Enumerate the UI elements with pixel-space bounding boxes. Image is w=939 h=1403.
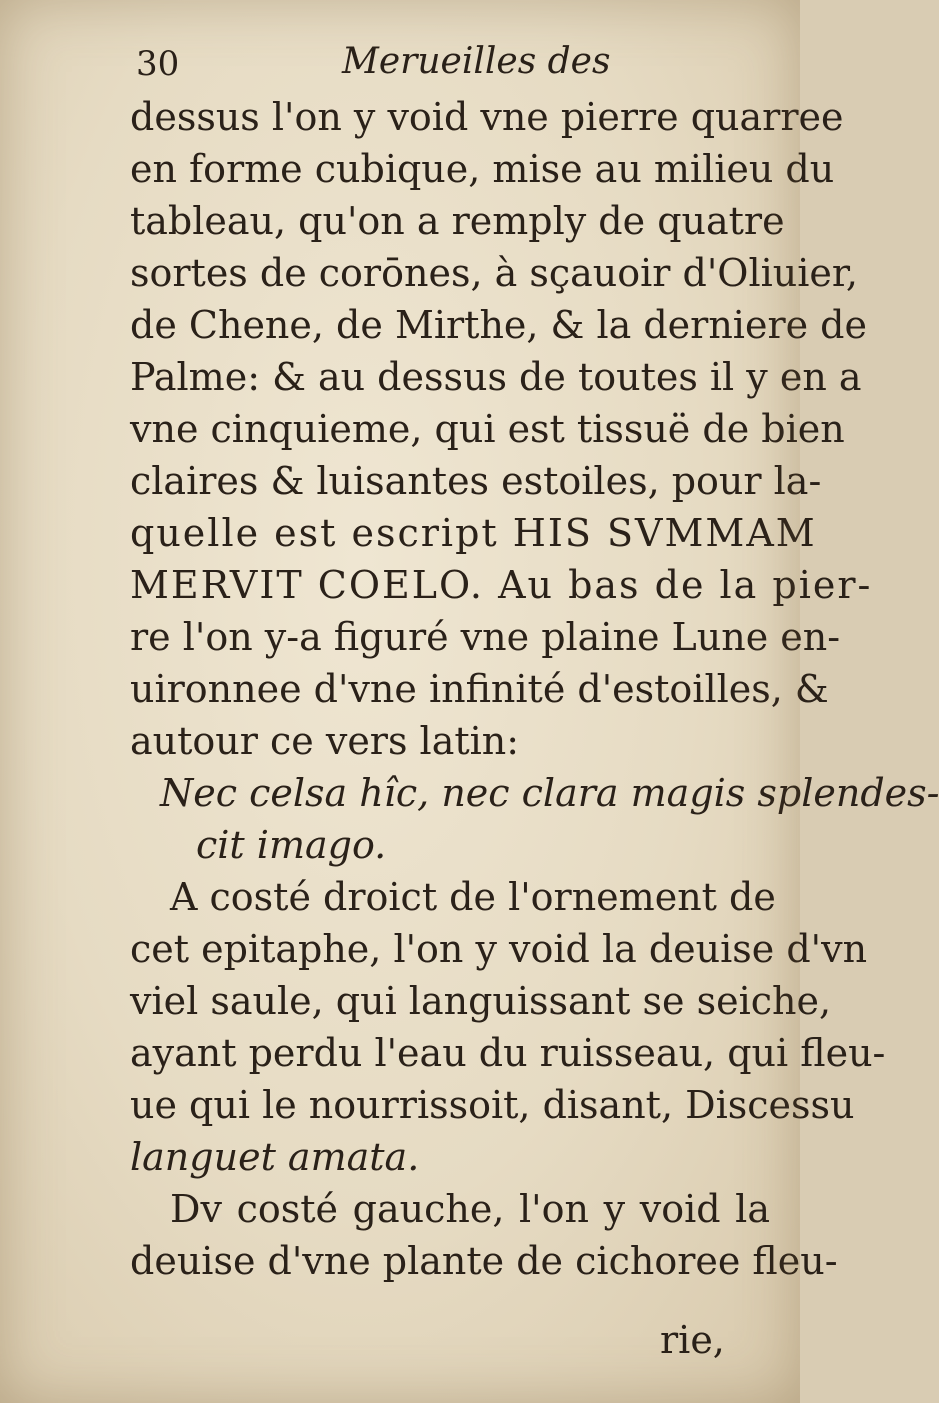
text-line: autour ce vers latin: (130, 719, 520, 763)
text-line: de Chene, de Mirthe, & la derniere de (130, 303, 867, 347)
text-line: deuise d'vne plante de cichoree fleu- (130, 1239, 838, 1283)
text-line: languet amata. (130, 1135, 420, 1179)
text-line: uironnee d'vne infinité d'estoilles, & (130, 667, 829, 711)
text-line: MERVIT COELO. Au bas de la pier- (130, 563, 873, 607)
text-line: viel saule, qui languissant se seiche, (130, 979, 832, 1023)
verse-line: cit imago. (196, 823, 387, 867)
catchword: rie, (660, 1318, 725, 1362)
text-line: claires & luisantes estoiles, pour la- (130, 459, 822, 503)
text-line: tableau, qu'on a remply de quatre (130, 199, 785, 243)
text-line: cet epitaphe, l'on y void la deuise d'vn (130, 927, 868, 971)
text-line: Dv costé gauche, l'on y void la (170, 1187, 770, 1231)
verse-line: Nec celsa hîc, nec clara magis splendes- (160, 771, 939, 815)
text-line: vne cinquieme, qui est tissuë de bien (130, 407, 845, 451)
text-line: ue qui le nourrissoit, disant, Discessu (130, 1083, 855, 1127)
running-head: Merueilles des (342, 41, 611, 82)
text-line: A costé droict de l'ornement de (170, 875, 776, 919)
text-line: Palme: & au dessus de toutes il y en a (130, 355, 862, 399)
text-line: dessus l'on y void vne pierre quarree (130, 95, 844, 139)
text-line: ayant perdu l'eau du ruisseau, qui fleu- (130, 1031, 886, 1075)
text-line: en forme cubique, mise au milieu du (130, 147, 835, 191)
text-line: re l'on y-a figuré vne plaine Lune en- (130, 615, 841, 659)
text-line: quelle est escript HIS SVMMAM (130, 511, 817, 555)
page-number: 30 (136, 44, 180, 84)
text-line: sortes de corōnes, à sçauoir d'Oliuier, (130, 251, 858, 295)
